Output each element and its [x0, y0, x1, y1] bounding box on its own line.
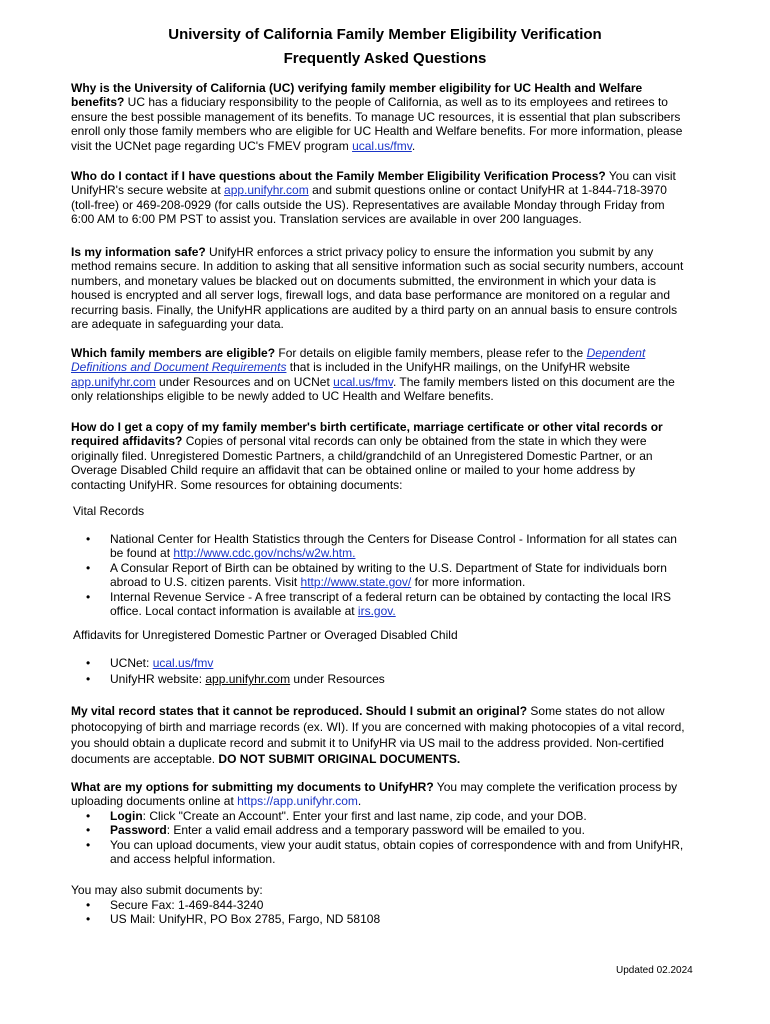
vital-records-list: [86, 532, 686, 618]
updated-date: Updated 02.2024: [616, 965, 693, 976]
faq-answer: UC has a fiduciary responsibility to the people of California, as well as to its employees and retirees to ensure the best possible management of its benefits. To manage UC resources, it is essential that plan subscribers enroll only those family members who are eligible for UC Health and Welfare benefits. For more information, please visit the UCNet page regarding UC's FMEV program: [71, 95, 683, 153]
faq-question: My vital record states that it cannot be reproduced. Should I submit an original?: [71, 704, 528, 718]
faq-uc-verifying: Why is the University of California (UC) verifying family member eligibility for UC Health and Welfare benefits? UC has a fiduciary responsibility to the people of California, as well as to its employees and retirees to ensure the best possible management of its benefits. To manage UC resources, it is essential that plan subscribers enroll only those family members who are eligible for UC Health and Welfare benefits. For more information, please visit the UCNet page regarding UC's FMEV program ucal.us/fmv.: [71, 81, 683, 153]
list-item: • Secure Fax: 1-469-844-3240: [86, 898, 264, 912]
ucnet-link[interactable]: ucal.us/fmv: [152, 656, 214, 670]
faq-question: Which family members are eligible?: [71, 346, 276, 360]
list-item: • You can upload documents, view your audit status, obtain copies of correspondence with and from UnifyHR, and access helpful information.: [86, 837, 684, 867]
faq-original-record: My vital record states that it cannot be reproduced. Should I submit an original? Some states do not allow photocopying of birth and marriage records (ex. WI). If you are concerned with making photocopies of a vital record, you should obtain a duplicate record and submit it to UnifyHR via US mail to the address provided. Non-certified documents are acceptable. DO NOT SUBMIT ORIGINAL DOCUMENTS.: [71, 704, 685, 766]
list-item: • US Mail: UnifyHR, PO Box 2785, Fargo, ND 58108: [86, 912, 381, 927]
faq-info-safe: Is my information safe? UnifyHR enforces a strict privacy policy to ensure the information you submit by any method remains secure. In addition to asking that all sensitive information such as social security numbers, account numbers, and monetary values be blacked out on documents submitted, the environment in which your data is housed is encrypted and all server logs, firewall logs, and data base performance are monitored on a regular and recurring basis. Finally, the UnifyHR applications are audited by a third party on an annual basis to ensure controls are adequate in safeguarding your data.: [71, 245, 684, 332]
unifyhr-link[interactable]: app.unifyhr.com: [205, 672, 291, 687]
faq-question: Is my information safe?: [71, 245, 206, 259]
document-subtitle: Frequently Asked Questions: [283, 50, 487, 67]
faq-eligible-members: Which family members are eligible? For details on eligible family members, please refer to the Dependent Definitions and Document Requirements that is included in the UnifyHR mailings, on the UnifyHR website app.unifyhr.com under Resources and on UCNet ucal.us/fmv. The family members listed on this document are the only relationships eligible to be newly added to UC Health and Welfare benefits.: [71, 346, 675, 404]
list-item: • National Center for Health Statistics through the Centers for Disease Control - Information for all states can be found at http://www.cdc.gov/nchs/w2w.htm.: [86, 532, 677, 561]
also-submit-list: [86, 898, 686, 927]
upload-steps-list: [86, 809, 686, 867]
faq-question: What are my options for submitting my documents to UnifyHR?: [71, 780, 434, 794]
faq-question: Who do I contact if I have questions about the Family Member Eligibility Verification Process?: [71, 169, 606, 183]
ucnet-link[interactable]: ucal.us/fmv: [333, 374, 393, 389]
faq-submit-options: What are my options for submitting my documents to UnifyHR? You may complete the verification process by uploading documents online at https://app.unifyhr.com.: [71, 780, 678, 809]
fmev-link[interactable]: ucal.us/fmv: [352, 138, 412, 153]
cdc-link[interactable]: http://www.cdc.gov/nchs/w2w.htm.: [173, 546, 356, 561]
document-title: University of California Family Member Eligibility Verification: [168, 26, 602, 43]
warning-text: DO NOT SUBMIT ORIGINAL DOCUMENTS.: [218, 752, 461, 766]
dependent-definitions-link[interactable]: Dependent Definitions and Document Requirements: [71, 346, 646, 375]
state-gov-link[interactable]: http://www.state.gov/: [300, 575, 412, 590]
unifyhr-upload-link[interactable]: https://app.unifyhr.com: [237, 794, 358, 809]
affidavits-list: [86, 656, 686, 687]
irs-link[interactable]: irs.gov.: [357, 604, 396, 619]
faq-vital-records: How do I get a copy of my family member's birth certificate, marriage certificate or other vital records or required affidavits? Copies of personal vital records can only be obtained from the state in which they were originally filed. Unregistered Domestic Partners, a child/grandchild of an Unregistered Domestic Partner, or an Overage Disabled Child require an affidavit that can be obtained online or mailed to your home address by contacting UnifyHR. Some resources for obtaining documents:: [71, 420, 663, 492]
affidavits-label: Affidavits for Unregistered Domestic Partner or Overaged Disabled Child: [73, 628, 458, 642]
list-item: • Login: Click "Create an Account". Enter your first and last name, zip code, and your DOB.: [86, 809, 587, 823]
unifyhr-link[interactable]: app.unifyhr.com: [71, 374, 156, 389]
faq-question: Why is the University of California (UC) verifying family member eligibility for UC Health and Welfare benefits?: [71, 81, 643, 110]
list-item: • A Consular Report of Birth can be obtained by writing to the U.S. Department of State for individuals born abroad to U.S. citizen parents. Visit http://www.state.gov/ for more information.: [86, 560, 667, 590]
list-item: • Password: Enter a valid email address and a temporary password will be emailed to you.: [86, 823, 585, 838]
unifyhr-link[interactable]: app.unifyhr.com: [224, 183, 309, 198]
list-item: • UnifyHR website: app.unifyhr.com under Resources: [86, 672, 385, 687]
faq-question: How do I get a copy of my family member's birth certificate, marriage certificate or other vital records or required affidavits?: [71, 420, 663, 449]
faq-contact: Who do I contact if I have questions about the Family Member Eligibility Verification Process? You can visit UnifyHR's secure website at app.unifyhr.com and submit questions online or contact UnifyHR at 1-844-718-3970 (toll-free) or 469-208-0929 (for calls outside the US). Representatives are available Monday through Friday from 6:00 AM to 6:00 PM PST to assist you. Translation services are available in over 200 languages.: [71, 169, 676, 227]
also-submit-label: You may also submit documents by:: [71, 883, 263, 897]
list-item: • UCNet: ucal.us/fmv: [86, 656, 214, 670]
vital-records-label: Vital Records: [73, 504, 145, 518]
list-item: • Internal Revenue Service - A free transcript of a federal return can be obtained by contacting the local IRS office. Local contact information is available at irs.gov.: [86, 589, 671, 619]
